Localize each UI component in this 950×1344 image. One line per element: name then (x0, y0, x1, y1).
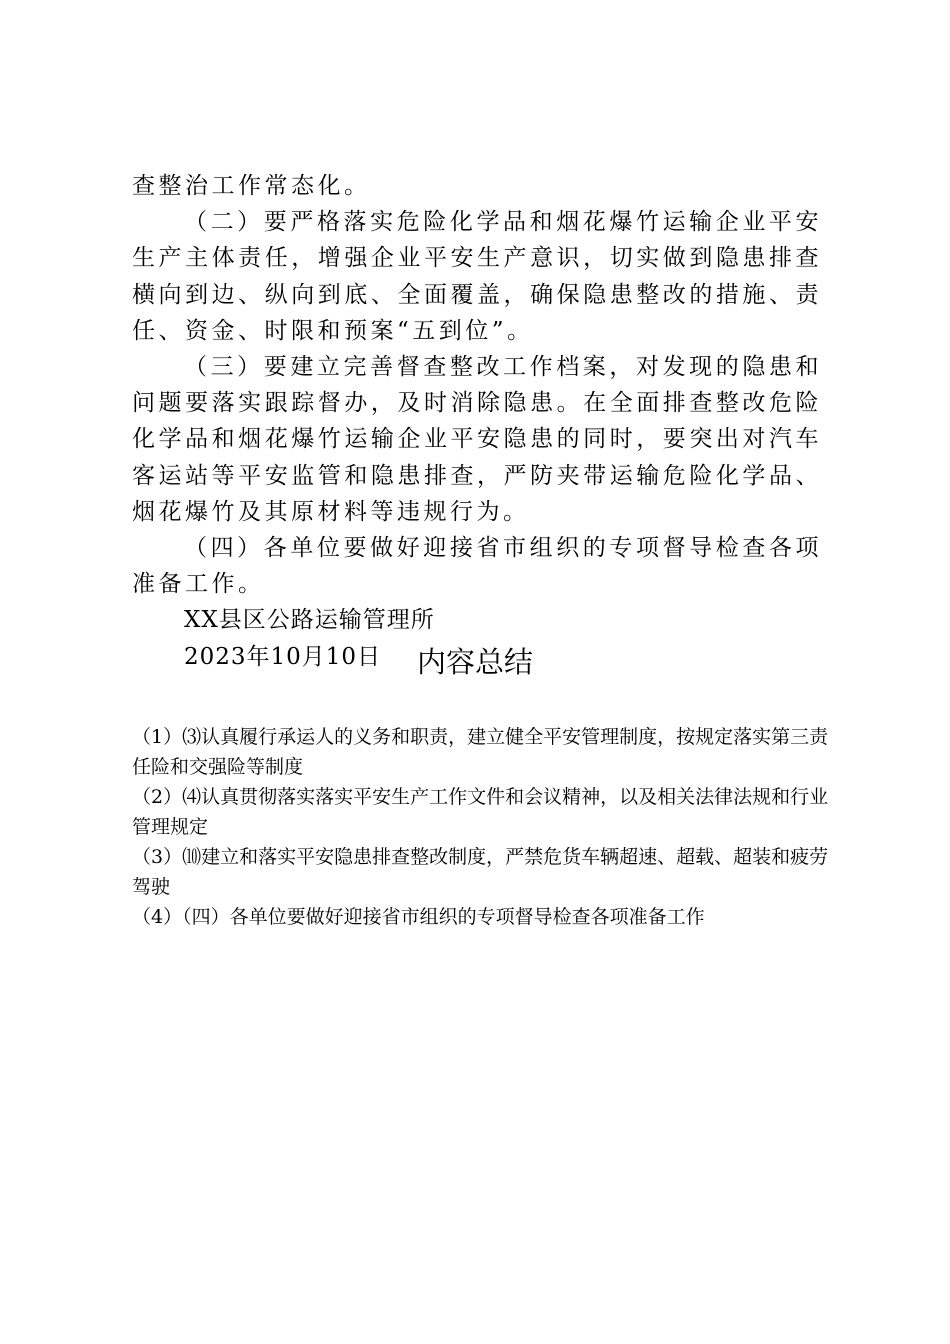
summary-item: （2）⑷认真贯彻落实落实平安生产工作文件和会议精神，以及相关法律法规和行业管理规定 (132, 786, 829, 838)
summary-item: （4）（四）各单位要做好迎接省市组织的专项督导检查各项准备工作 (132, 906, 705, 928)
summary-item: （3）⑽建立和落实平安隐患排查整改制度，严禁危货车辆超速、超载、超装和疲劳驾驶 (132, 846, 829, 898)
signature-org: XX县区公路运输管理所 (184, 607, 435, 634)
paragraph-continuation: 查整治工作常态化。 (132, 173, 371, 199)
summary-list (132, 722, 832, 932)
paragraph-three: （三）要建立完善督查整改工作档案，对发现的隐患和问题要落实跟踪督办，及时消除隐患。在全面排查整改危险化学品和烟花爆竹运输企业平安隐患的同时，要突出对汽车客运站等平安监管和隐患排查，严防夹带运输危险化学品、烟花爆竹及其原材料等违规行为。 (132, 354, 822, 525)
paragraph-four: （四）各单位要做好迎接省市组织的专项督导检查各项准备工作。 (132, 535, 822, 598)
document-body (132, 168, 822, 675)
paragraph-two: （二）要严格落实危险化学品和烟花爆竹运输企业平安生产主体责任，增强企业平安生产意识，切实做到隐患排查横向到边、纵向到底、全面覆盖，确保隐患整改的措施、责任、资金、时限和预案“五到位”。 (132, 209, 822, 344)
summary-item: （1）⑶认真履行承运人的义务和职责，建立健全平安管理制度，按规定落实第三责任险和交强险等制度 (132, 726, 829, 778)
signature-date: 2023年10月10日 (184, 643, 382, 670)
summary-title: 内容总结 (416, 645, 533, 679)
